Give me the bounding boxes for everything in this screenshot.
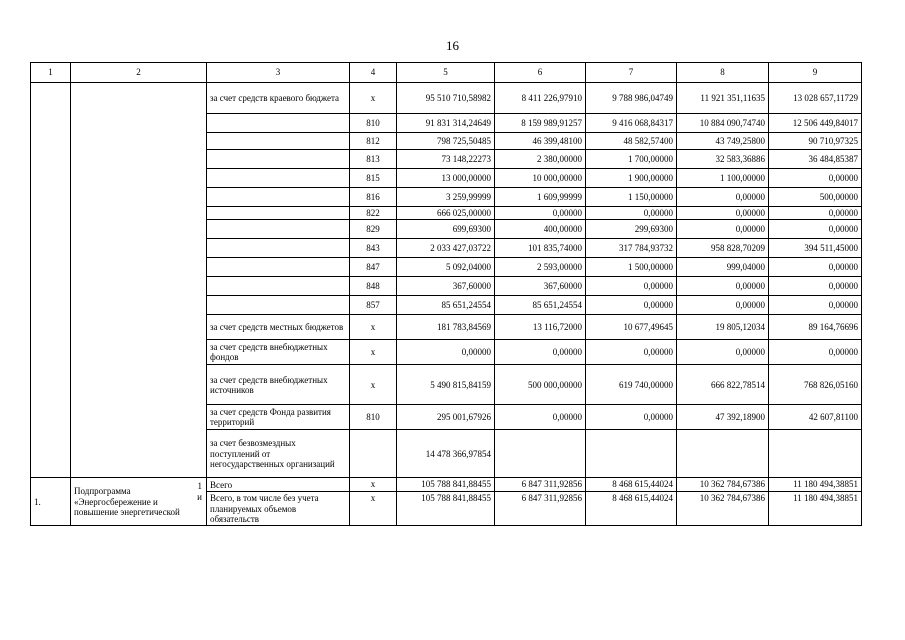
- funding-source-cell: за счет безвозмездных поступлений от негосударственных организаций: [207, 430, 350, 478]
- value-col5-cell: 367,60000: [397, 277, 495, 296]
- subprogram-name-cell: [71, 478, 207, 526]
- value-col9-cell: [769, 430, 862, 478]
- table-row: [31, 83, 862, 114]
- header-cell: 4: [350, 63, 397, 83]
- value-col7-cell: 9 788 986,04749: [586, 83, 677, 114]
- value-col6-cell: [495, 430, 586, 478]
- budget-table: [30, 62, 862, 526]
- funding-source-cell: Всего: [207, 478, 350, 492]
- funding-source-cell: [207, 277, 350, 296]
- funding-source-cell: [207, 114, 350, 133]
- value-col6-cell: 8 411 226,97910: [495, 83, 586, 114]
- value-col7-cell: 0,00000: [586, 277, 677, 296]
- value-col6-cell: 400,00000: [495, 220, 586, 239]
- value-col5-cell: 13 000,00000: [397, 169, 495, 188]
- value-col9-cell: 13 028 657,11729: [769, 83, 862, 114]
- funding-source-cell: [207, 296, 350, 315]
- header-cell: 3: [207, 63, 350, 83]
- value-col9-cell: 394 511,45000: [769, 239, 862, 258]
- value-col7-cell: 9 416 068,84317: [586, 114, 677, 133]
- value-col5-cell: 14 478 366,97854: [397, 430, 495, 478]
- value-col9-cell: 89 164,76696: [769, 315, 862, 340]
- value-col9-cell: 0,00000: [769, 277, 862, 296]
- value-col6-cell: 2 593,00000: [495, 258, 586, 277]
- funding-source-cell: [207, 150, 350, 169]
- value-col5-cell: 2 033 427,03722: [397, 239, 495, 258]
- value-col8-cell: 999,04000: [677, 258, 769, 277]
- subprogram-number: 1.: [31, 478, 71, 526]
- value-col6-cell: 13 116,72000: [495, 315, 586, 340]
- header-cell: 7: [586, 63, 677, 83]
- value-col9-cell: 0,00000: [769, 296, 862, 315]
- funding-source-cell: [207, 207, 350, 220]
- value-col9-cell: 0,00000: [769, 258, 862, 277]
- funding-source-cell: за счет средств внебюджетных источников: [207, 365, 350, 405]
- funding-source-cell: за счет средств Фонда развития территорий: [207, 405, 350, 430]
- value-col5-cell: 85 651,24554: [397, 296, 495, 315]
- code-cell: 848: [350, 277, 397, 296]
- value-col5-cell: 0,00000: [397, 340, 495, 365]
- code-cell: 812: [350, 133, 397, 150]
- value-col6-cell: 500 000,00000: [495, 365, 586, 405]
- value-col9-cell: 0,00000: [769, 220, 862, 239]
- header-cell: 1: [31, 63, 71, 83]
- value-col8-cell: 19 805,12034: [677, 315, 769, 340]
- value-col8-cell: 0,00000: [677, 188, 769, 207]
- subprogram-row: [31, 478, 862, 492]
- code-cell: 843: [350, 239, 397, 258]
- value-col7-cell: 0,00000: [586, 340, 677, 365]
- value-col9-cell: 500,00000: [769, 188, 862, 207]
- header-cell: 8: [677, 63, 769, 83]
- section-num-cell: [31, 83, 71, 478]
- value-col6-cell: 46 399,48100: [495, 133, 586, 150]
- value-col5-cell: 699,69300: [397, 220, 495, 239]
- subprogram-name: Подпрограмма «Энергосбережение и повышение энергетической: [74, 486, 180, 518]
- value-col8-cell: 0,00000: [677, 207, 769, 220]
- value-col7-cell: 8 468 615,44024: [586, 478, 677, 492]
- value-col6-cell: 2 380,00000: [495, 150, 586, 169]
- code-cell: 810: [350, 114, 397, 133]
- subprogram-marker-1: 1: [197, 481, 202, 492]
- code-cell: x: [350, 83, 397, 114]
- value-col5-cell: 3 259,99999: [397, 188, 495, 207]
- value-col8-cell: 10 362 784,67386: [677, 478, 769, 492]
- code-cell: 847: [350, 258, 397, 277]
- section-name-cell: [71, 83, 207, 478]
- value-col7-cell: 1 700,00000: [586, 150, 677, 169]
- code-cell: 813: [350, 150, 397, 169]
- value-col9-cell: 11 180 494,38851: [769, 478, 862, 492]
- funding-source-cell: [207, 239, 350, 258]
- value-col9-cell: 0,00000: [769, 169, 862, 188]
- value-col7-cell: 0,00000: [586, 405, 677, 430]
- value-col7-cell: 0,00000: [586, 296, 677, 315]
- value-col9-cell: 768 826,05160: [769, 365, 862, 405]
- value-col8-cell: 0,00000: [677, 220, 769, 239]
- value-col7-cell: 1 900,00000: [586, 169, 677, 188]
- header-row: [31, 63, 862, 83]
- value-col7-cell: 317 784,93732: [586, 239, 677, 258]
- value-col6-cell: 0,00000: [495, 207, 586, 220]
- funding-source-cell: за счет средств краевого бюджета: [207, 83, 350, 114]
- header-cell: 2: [71, 63, 207, 83]
- funding-source-cell: за счет средств внебюджетных фондов: [207, 340, 350, 365]
- value-col9-cell: 0,00000: [769, 340, 862, 365]
- funding-source-cell: [207, 133, 350, 150]
- value-col8-cell: 1 100,00000: [677, 169, 769, 188]
- code-cell: x: [350, 340, 397, 365]
- value-col7-cell: [586, 430, 677, 478]
- value-col7-cell: 0,00000: [586, 207, 677, 220]
- value-col9-cell: 11 180 494,38851: [769, 492, 862, 526]
- value-col5-cell: 105 788 841,88455: [397, 478, 495, 492]
- code-cell: x: [350, 492, 397, 526]
- value-col5-cell: 95 510 710,58982: [397, 83, 495, 114]
- code-cell: x: [350, 478, 397, 492]
- code-cell: 829: [350, 220, 397, 239]
- value-col7-cell: 1 500,00000: [586, 258, 677, 277]
- value-col5-cell: 181 783,84569: [397, 315, 495, 340]
- value-col9-cell: 42 607,81100: [769, 405, 862, 430]
- value-col9-cell: 90 710,97325: [769, 133, 862, 150]
- value-col6-cell: 101 835,74000: [495, 239, 586, 258]
- value-col7-cell: 299,69300: [586, 220, 677, 239]
- funding-source-cell: [207, 258, 350, 277]
- value-col8-cell: 666 822,78514: [677, 365, 769, 405]
- value-col6-cell: 367,60000: [495, 277, 586, 296]
- value-col6-cell: 0,00000: [495, 405, 586, 430]
- value-col5-cell: 295 001,67926: [397, 405, 495, 430]
- page-number: 16: [446, 38, 459, 53]
- value-col5-cell: 105 788 841,88455: [397, 492, 495, 526]
- value-col9-cell: 0,00000: [769, 207, 862, 220]
- value-col6-cell: 1 609,99999: [495, 188, 586, 207]
- value-col8-cell: 32 583,36886: [677, 150, 769, 169]
- code-cell: 857: [350, 296, 397, 315]
- value-col5-cell: 91 831 314,24649: [397, 114, 495, 133]
- header-cell: 5: [397, 63, 495, 83]
- value-col8-cell: [677, 430, 769, 478]
- funding-source-cell: за счет средств местных бюджетов: [207, 315, 350, 340]
- code-cell: [350, 430, 397, 478]
- value-col5-cell: 666 025,00000: [397, 207, 495, 220]
- code-cell: 822: [350, 207, 397, 220]
- funding-source-cell: [207, 220, 350, 239]
- subprogram-marker-2: и: [197, 492, 202, 503]
- value-col6-cell: 6 847 311,92856: [495, 478, 586, 492]
- value-col8-cell: 0,00000: [677, 296, 769, 315]
- funding-source-cell: [207, 188, 350, 207]
- code-cell: x: [350, 365, 397, 405]
- value-col5-cell: 5 490 815,84159: [397, 365, 495, 405]
- value-col8-cell: 0,00000: [677, 340, 769, 365]
- value-col7-cell: 10 677,49645: [586, 315, 677, 340]
- value-col6-cell: 10 000,00000: [495, 169, 586, 188]
- value-col5-cell: 5 092,04000: [397, 258, 495, 277]
- value-col6-cell: 85 651,24554: [495, 296, 586, 315]
- value-col7-cell: 48 582,57400: [586, 133, 677, 150]
- value-col5-cell: 798 725,50485: [397, 133, 495, 150]
- value-col8-cell: 47 392,18900: [677, 405, 769, 430]
- value-col6-cell: 0,00000: [495, 340, 586, 365]
- value-col8-cell: 11 921 351,11635: [677, 83, 769, 114]
- value-col9-cell: 36 484,85387: [769, 150, 862, 169]
- value-col5-cell: 73 148,22273: [397, 150, 495, 169]
- funding-source-cell: Всего, в том числе без учета планируемых объемов обязательств: [207, 492, 350, 526]
- code-cell: 815: [350, 169, 397, 188]
- value-col8-cell: 0,00000: [677, 277, 769, 296]
- value-col8-cell: 10 362 784,67386: [677, 492, 769, 526]
- code-cell: 810: [350, 405, 397, 430]
- value-col7-cell: 1 150,00000: [586, 188, 677, 207]
- code-cell: x: [350, 315, 397, 340]
- value-col8-cell: 958 828,70209: [677, 239, 769, 258]
- value-col7-cell: 619 740,00000: [586, 365, 677, 405]
- value-col8-cell: 10 884 090,74740: [677, 114, 769, 133]
- code-cell: 816: [350, 188, 397, 207]
- value-col7-cell: 8 468 615,44024: [586, 492, 677, 526]
- value-col9-cell: 12 506 449,84017: [769, 114, 862, 133]
- value-col8-cell: 43 749,25800: [677, 133, 769, 150]
- value-col6-cell: 8 159 989,91257: [495, 114, 586, 133]
- header-cell: 9: [769, 63, 862, 83]
- header-cell: 6: [495, 63, 586, 83]
- funding-source-cell: [207, 169, 350, 188]
- value-col6-cell: 6 847 311,92856: [495, 492, 586, 526]
